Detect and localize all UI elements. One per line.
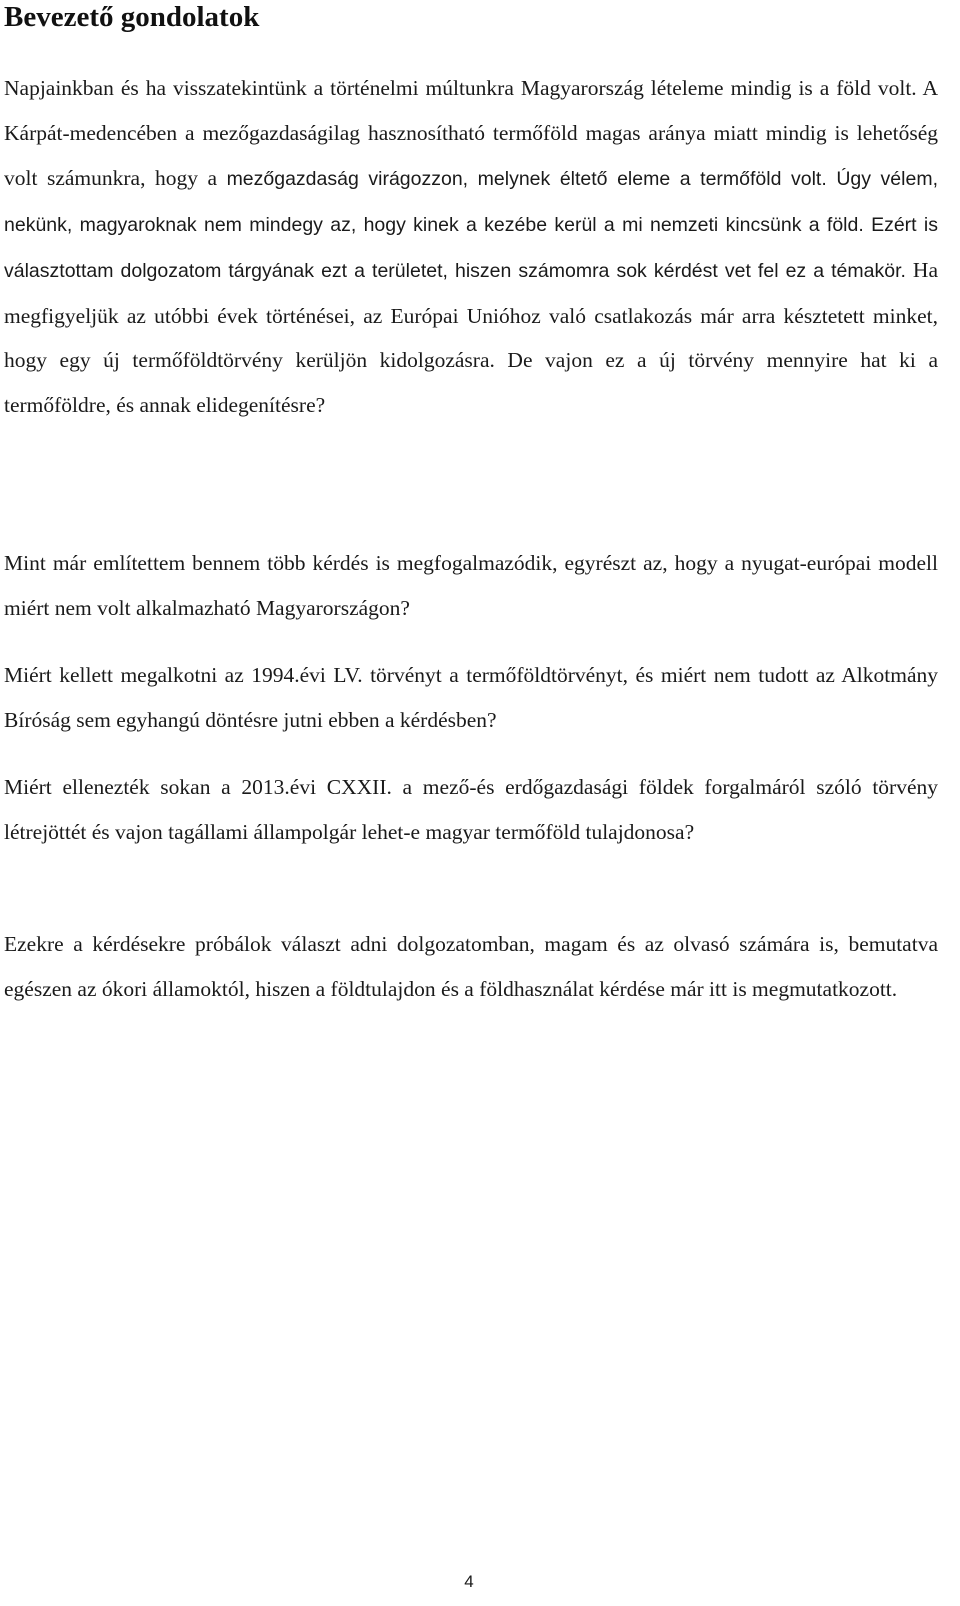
paragraph-question-1994: Miért kellett megalkotni az 1994.évi LV. törvényt a termőföldtörvényt, és miért nem tudott az Alkotmány Bíróság sem egyhangú döntésre jutni ebben a kérdésben? <box>4 663 938 732</box>
paragraph-intro-serif-text: Napjainkban és ha visszatekintünk a történelmi múltunkra Magyarország lételeme mindig is a föld volt. A Kárpát-medencében a mezőgazdaságilag hasznosítható termőföld magas aránya miatt mindig is lehetőség volt számunkra, hogy a <box>4 76 938 190</box>
paragraph-conclusion: Ezekre a kérdésekre próbálok választ adni dolgozatomban, magam és az olvasó számára is, bemutatva egészen az ókori államoktól, hiszen a földtulajdon és a földhasználat kérdése már itt is megmutatkozott. <box>4 932 938 1001</box>
paragraph-intro-sans-text: mezőgazdaság virágozzon, melynek éltető eleme a termőföld volt. Úgy vélem, nekünk, magyaroknak nem mindegy az, hogy kinek a kezébe kerül a mi nemzeti kincsünk a föld. Ezért is választottam dolgozatom tárgyának ezt a területet, hiszen számomra sok kérdést vet fel ez a témakör. <box>4 167 938 282</box>
paragraph-questions-intro: Mint már említettem bennem több kérdés is megfogalmazódik, egyrészt az, hogy a nyugat-európai modell miért nem volt alkalmazható Magyarországon? <box>4 551 938 620</box>
document-page <box>4 0 938 1001</box>
paragraph-intro-tail-text: Ha megfigyeljük az utóbbi évek történései, az Európai Unióhoz való csatlakozás már arra késztetett minket, hogy egy új termőföldtörvény kerüljön kidolgozásra. De vajon ez a új törvény mennyire hat ki a termőföldre, és annak elidegenítésre? <box>4 257 938 418</box>
paragraph-question-2013: Miért ellenezték sokan a 2013.évi CXXII. a mező-és erdőgazdasági földek forgalmáról szóló törvény létrejöttét és vajon tagállami állampolgár lehet-e magyar termőföld tulajdonosa? <box>4 775 938 844</box>
page-number: 4 <box>464 1572 474 1591</box>
section-heading: Bevezető gondolatok <box>4 1 260 33</box>
paragraph-intro <box>4 66 938 428</box>
